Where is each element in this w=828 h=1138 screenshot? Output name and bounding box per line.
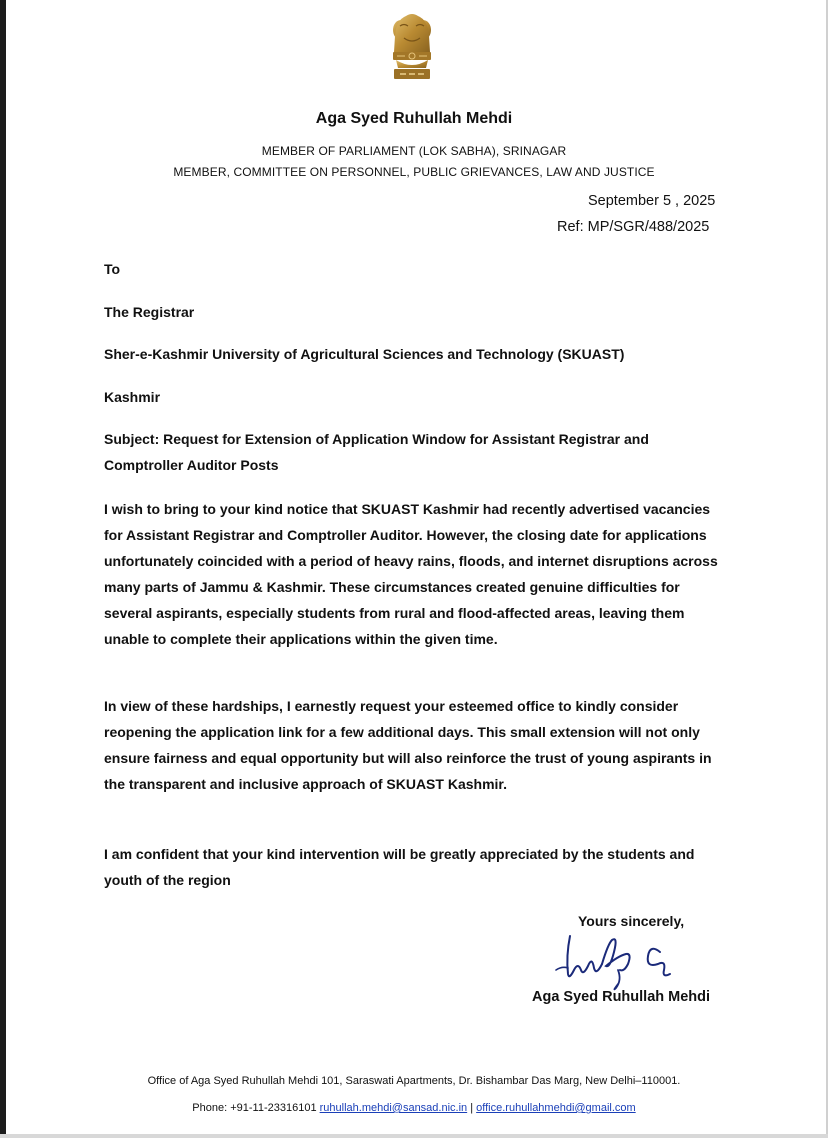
body-paragraph-1: I wish to bring to your kind notice that SKUAST Kashmir had recently advertised vacancies for Assistant Registrar and Comptroller Auditor. However, the closing date for applications unfortunately coincided with a period of heavy rains, floods, and internet disruptions across many parts of Jammu & Kashmir. These circumstances created genuine difficulties for several aspirants, especially students from rural and flood-affected areas, leaving them unable to complete their applications within the given time. <box>104 501 718 647</box>
recipient-institution: Sher-e-Kashmir University of Agricultural Sciences and Technology (SKUAST) <box>104 346 625 362</box>
to-label: To <box>104 261 121 277</box>
footer-contact <box>0 1102 828 1114</box>
designation-line-1: MEMBER OF PARLIAMENT (LOK SABHA), SRINAGAR <box>261 144 567 158</box>
body-paragraph-3: I am confident that your kind intervention will be greatly appreciated by the students and youth of the region <box>104 846 695 888</box>
reference-number: Ref: MP/SGR/488/2025 <box>557 219 710 235</box>
subject-line: Subject: Request for Extension of Application Window for Assistant Registrar and Comptroller Auditor Posts <box>104 431 649 473</box>
footer-email-office-link[interactable]: office.ruhullahmehdi@gmail.com <box>476 1102 636 1114</box>
designation-line-2: MEMBER, COMMITTEE ON PERSONNEL, PUBLIC GRIEVANCES, LAW AND JUSTICE <box>173 165 655 179</box>
recipient-title: The Registrar <box>104 304 195 320</box>
national-emblem-icon <box>386 8 438 84</box>
sender-name: Aga Syed Ruhullah Mehdi <box>315 110 513 127</box>
recipient-location: Kashmir <box>104 389 161 405</box>
handwritten-signature <box>548 926 708 994</box>
body-paragraph-2: In view of these hardships, I earnestly request your esteemed office to kindly consider reopening the application link for a few additional days. This small extension will not only ensure fairness and equal opportunity but will also reinforce the trust of young aspirants in the transparent and inclusive approach of SKUAST Kashmir. <box>104 698 712 792</box>
footer-separator: | <box>470 1102 474 1114</box>
letter-date: September 5 , 2025 <box>588 193 716 209</box>
footer-email-official-link[interactable]: ruhullah.mehdi@sansad.nic.in <box>319 1102 468 1114</box>
footer-phone: Phone: +91-11-23316101 <box>192 1102 317 1114</box>
bottom-border <box>0 1134 828 1138</box>
signatory-name: Aga Syed Ruhullah Mehdi <box>532 989 711 1005</box>
closing-salutation: Yours sincerely, <box>578 913 685 929</box>
footer-office-address: Office of Aga Syed Ruhullah Mehdi 101, Saraswati Apartments, Dr. Bishambar Das Marg, New Delhi–110001. <box>147 1075 681 1087</box>
